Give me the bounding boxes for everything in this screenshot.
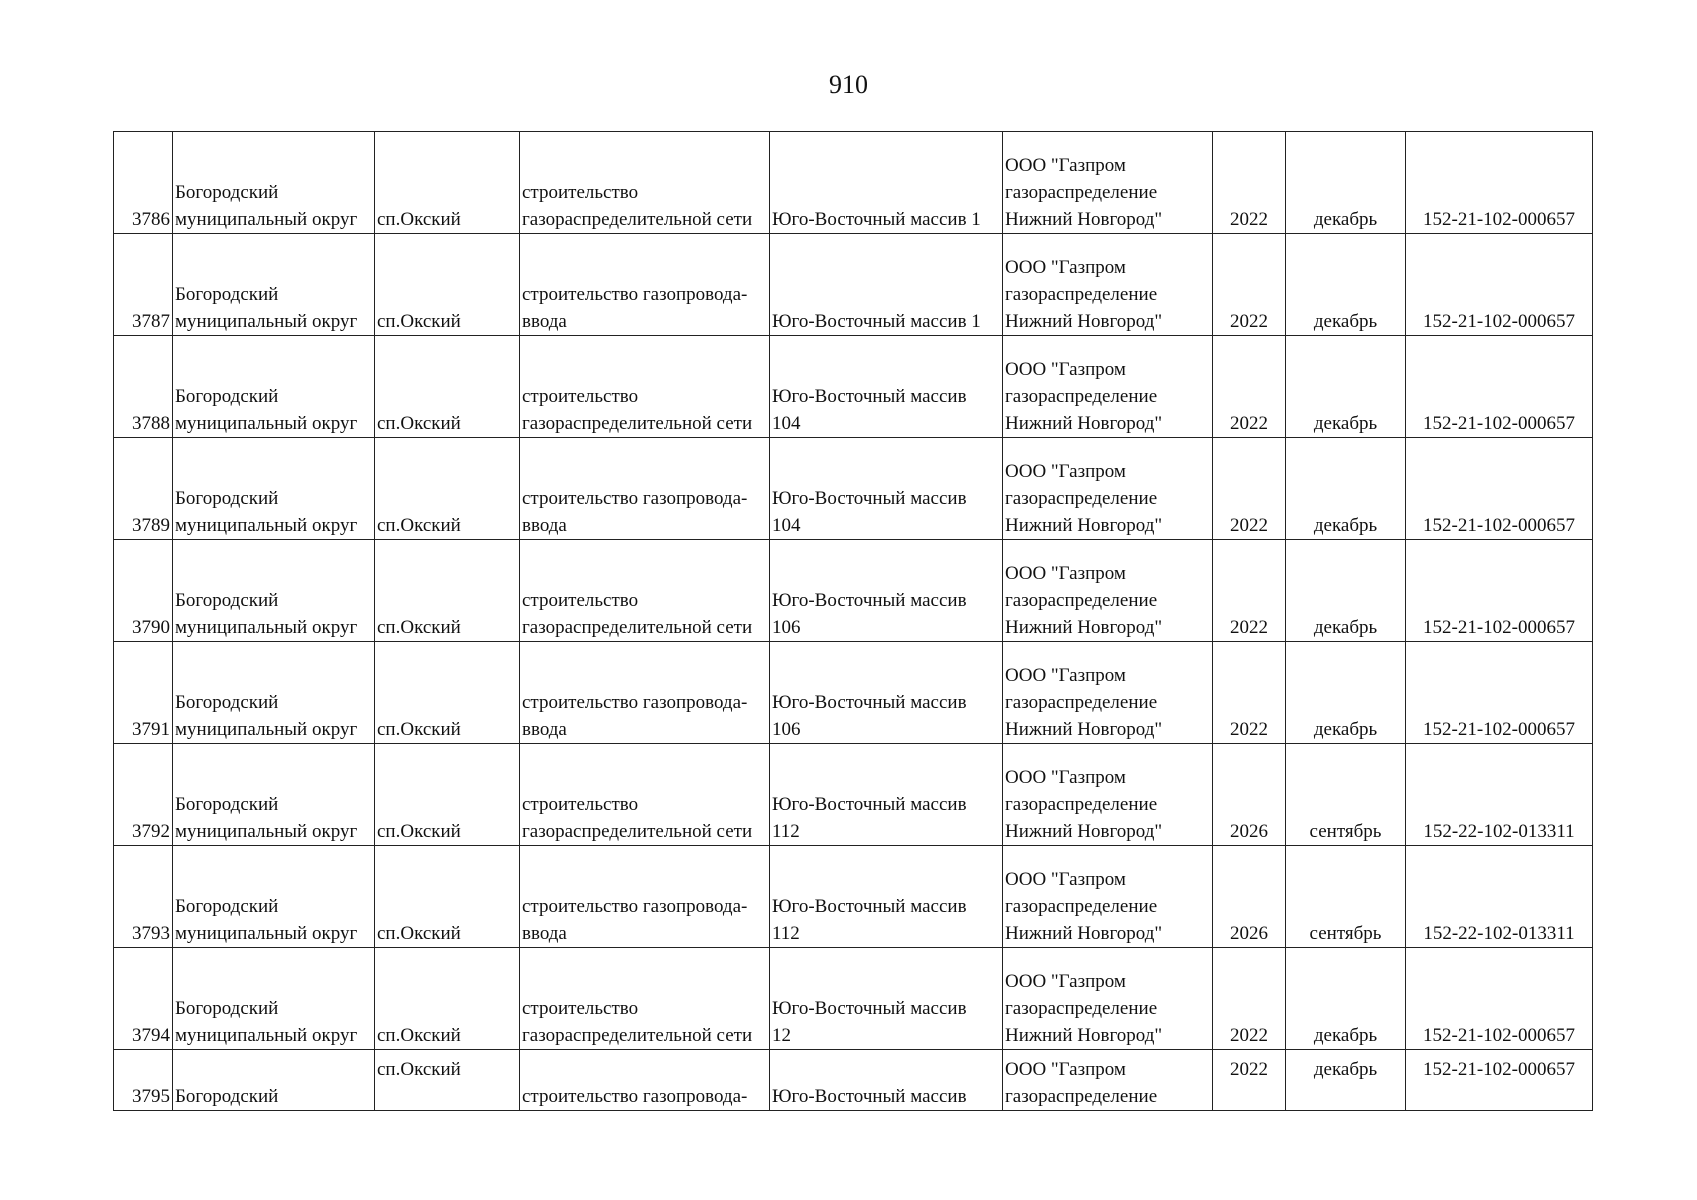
- code-cell: 152-21-102-000657: [1406, 234, 1593, 336]
- work-type-cell-line: газораспределительной сети: [522, 617, 753, 638]
- work-type-cell-line: газораспределительной сети: [522, 413, 753, 434]
- organization-cell-line: Нижний Новгород": [1005, 821, 1163, 842]
- work-type-cell-line: строительство газопровода-: [522, 284, 748, 305]
- organization-cell: [1003, 540, 1213, 642]
- row-number: 3793: [114, 846, 173, 948]
- organization-cell: [1003, 132, 1213, 234]
- district-cell-line: Богородский: [175, 794, 279, 815]
- district-cell: [173, 438, 375, 540]
- table-row: [114, 846, 1593, 948]
- address-cell: [770, 132, 1003, 234]
- table-row: [114, 132, 1593, 234]
- work-type-cell: [520, 438, 770, 540]
- work-type-cell-line: строительство: [522, 182, 639, 203]
- address-cell-line: Юго-Восточный массив: [772, 590, 967, 611]
- month-cell: декабрь: [1286, 438, 1406, 540]
- work-type-cell-line: ввода: [522, 311, 567, 332]
- table-row: [114, 1050, 1593, 1111]
- address-cell: [770, 642, 1003, 744]
- organization-cell-line: ООО "Газпром: [1005, 665, 1126, 686]
- work-type-cell-line: строительство газопровода-: [522, 896, 748, 917]
- work-type-cell: [520, 132, 770, 234]
- organization-cell: [1003, 846, 1213, 948]
- table-row: [114, 438, 1593, 540]
- month-cell: сентябрь: [1286, 846, 1406, 948]
- district-cell-line: муниципальный округ: [175, 923, 358, 944]
- gas-network-table: [113, 131, 1593, 1111]
- work-type-cell-line: ввода: [522, 923, 567, 944]
- organization-cell: [1003, 948, 1213, 1050]
- settlement-cell: сп.Окский: [375, 744, 520, 846]
- code-cell: 152-21-102-000657: [1406, 438, 1593, 540]
- work-type-cell-line: строительство: [522, 386, 639, 407]
- row-number: 3789: [114, 438, 173, 540]
- district-cell-line: Богородский: [175, 692, 279, 713]
- settlement-cell: сп.Окский: [375, 540, 520, 642]
- district-cell-line: муниципальный округ: [175, 413, 358, 434]
- organization-cell-line: газораспределение: [1005, 998, 1158, 1019]
- organization-cell-line: ООО "Газпром: [1005, 461, 1126, 482]
- work-type-cell-line: ввода: [522, 719, 567, 740]
- address-cell-line: 12: [772, 1025, 791, 1046]
- work-type-cell-line: ввода: [522, 515, 567, 536]
- district-cell: [173, 642, 375, 744]
- district-cell-line: муниципальный округ: [175, 719, 358, 740]
- code-cell: 152-21-102-000657: [1406, 948, 1593, 1050]
- work-type-cell-line: строительство: [522, 998, 639, 1019]
- organization-cell-line: Нижний Новгород": [1005, 923, 1163, 944]
- organization-cell: [1003, 336, 1213, 438]
- address-cell-line: 104: [772, 413, 801, 434]
- address-cell: [770, 438, 1003, 540]
- district-cell: [173, 1050, 375, 1111]
- table-row: [114, 744, 1593, 846]
- row-number: 3788: [114, 336, 173, 438]
- address-cell-line: 112: [772, 923, 800, 944]
- organization-cell-line: газораспределение: [1005, 590, 1158, 611]
- district-cell: [173, 540, 375, 642]
- organization-cell-line: газораспределение: [1005, 488, 1158, 509]
- code-cell: 152-21-102-000657: [1406, 132, 1593, 234]
- district-cell-line: муниципальный округ: [175, 617, 358, 638]
- work-type-cell-line: газораспределительной сети: [522, 1025, 753, 1046]
- table-row: [114, 234, 1593, 336]
- district-cell-line: Богородский: [175, 284, 279, 305]
- table-row: [114, 336, 1593, 438]
- organization-cell-line: ООО "Газпром: [1005, 257, 1126, 278]
- address-cell: [770, 744, 1003, 846]
- month-cell: сентябрь: [1286, 744, 1406, 846]
- work-type-cell: [520, 540, 770, 642]
- address-cell-line: Юго-Восточный массив 1: [772, 209, 981, 230]
- address-cell-line: Юго-Восточный массив: [772, 386, 967, 407]
- address-cell-line: Юго-Восточный массив: [772, 896, 967, 917]
- year-cell: 2022: [1213, 1050, 1286, 1111]
- district-cell: [173, 948, 375, 1050]
- work-type-cell-line: строительство газопровода-: [522, 1086, 748, 1107]
- organization-cell-line: Нижний Новгород": [1005, 311, 1163, 332]
- organization-cell-line: газораспределение: [1005, 386, 1158, 407]
- work-type-cell-line: строительство: [522, 794, 639, 815]
- district-cell-line: Богородский: [175, 590, 279, 611]
- address-cell-line: Юго-Восточный массив 1: [772, 311, 981, 332]
- district-cell-line: Богородский: [175, 488, 279, 509]
- district-cell-line: муниципальный округ: [175, 515, 358, 536]
- code-cell: 152-21-102-000657: [1406, 642, 1593, 744]
- organization-cell-line: Нижний Новгород": [1005, 617, 1163, 638]
- organization-cell-line: ООО "Газпром: [1005, 971, 1126, 992]
- district-cell-line: Богородский: [175, 1086, 279, 1107]
- settlement-cell: сп.Окский: [375, 846, 520, 948]
- address-cell: [770, 1050, 1003, 1111]
- organization-cell: [1003, 438, 1213, 540]
- settlement-cell: сп.Окский: [375, 336, 520, 438]
- settlement-cell: сп.Окский: [375, 948, 520, 1050]
- work-type-cell: [520, 1050, 770, 1111]
- address-cell-line: 106: [772, 617, 801, 638]
- work-type-cell: [520, 846, 770, 948]
- month-cell: декабрь: [1286, 642, 1406, 744]
- year-cell: 2022: [1213, 540, 1286, 642]
- organization-cell-line: ООО "Газпром: [1005, 767, 1126, 788]
- organization-cell-line: Нижний Новгород": [1005, 515, 1163, 536]
- year-cell: 2026: [1213, 744, 1286, 846]
- district-cell-line: Богородский: [175, 386, 279, 407]
- organization-cell-line: газораспределение: [1005, 692, 1158, 713]
- month-cell: декабрь: [1286, 948, 1406, 1050]
- page-number: 910: [829, 70, 868, 99]
- month-cell: декабрь: [1286, 540, 1406, 642]
- organization-cell-line: ООО "Газпром: [1005, 1059, 1126, 1080]
- row-number: 3786: [114, 132, 173, 234]
- settlement-cell: сп.Окский: [375, 1050, 520, 1111]
- table-row: [114, 948, 1593, 1050]
- settlement-cell: сп.Окский: [375, 438, 520, 540]
- month-cell: декабрь: [1286, 132, 1406, 234]
- address-cell-line: 104: [772, 515, 801, 536]
- address-cell: [770, 540, 1003, 642]
- year-cell: 2022: [1213, 438, 1286, 540]
- row-number: 3790: [114, 540, 173, 642]
- organization-cell-line: Нижний Новгород": [1005, 209, 1163, 230]
- address-cell-line: 112: [772, 821, 800, 842]
- settlement-cell: сп.Окский: [375, 234, 520, 336]
- district-cell: [173, 744, 375, 846]
- address-cell-line: Юго-Восточный массив: [772, 692, 967, 713]
- work-type-cell: [520, 234, 770, 336]
- address-cell: [770, 336, 1003, 438]
- table-row: [114, 642, 1593, 744]
- organization-cell-line: Нижний Новгород": [1005, 413, 1163, 434]
- work-type-cell-line: строительство: [522, 590, 639, 611]
- year-cell: 2026: [1213, 846, 1286, 948]
- organization-cell-line: ООО "Газпром: [1005, 359, 1126, 380]
- code-cell: 152-21-102-000657: [1406, 540, 1593, 642]
- organization-cell-line: газораспределение: [1005, 284, 1158, 305]
- address-cell: [770, 948, 1003, 1050]
- year-cell: 2022: [1213, 948, 1286, 1050]
- table-row: [114, 540, 1593, 642]
- table-body: [114, 132, 1593, 1111]
- district-cell-line: муниципальный округ: [175, 209, 358, 230]
- row-number: 3794: [114, 948, 173, 1050]
- year-cell: 2022: [1213, 642, 1286, 744]
- row-number: 3795: [114, 1050, 173, 1111]
- organization-cell: [1003, 234, 1213, 336]
- month-cell: декабрь: [1286, 336, 1406, 438]
- address-cell: [770, 234, 1003, 336]
- district-cell: [173, 336, 375, 438]
- organization-cell: [1003, 642, 1213, 744]
- address-cell-line: Юго-Восточный массив: [772, 1086, 967, 1107]
- work-type-cell-line: строительство газопровода-: [522, 488, 748, 509]
- work-type-cell: [520, 948, 770, 1050]
- district-cell-line: муниципальный округ: [175, 821, 358, 842]
- organization-cell-line: газораспределение: [1005, 794, 1158, 815]
- work-type-cell: [520, 744, 770, 846]
- address-cell-line: Юго-Восточный массив: [772, 998, 967, 1019]
- work-type-cell-line: строительство газопровода-: [522, 692, 748, 713]
- month-cell: декабрь: [1286, 234, 1406, 336]
- district-cell: [173, 234, 375, 336]
- district-cell-line: Богородский: [175, 182, 279, 203]
- year-cell: 2022: [1213, 336, 1286, 438]
- organization-cell: [1003, 744, 1213, 846]
- district-cell-line: муниципальный округ: [175, 311, 358, 332]
- year-cell: 2022: [1213, 234, 1286, 336]
- district-cell: [173, 132, 375, 234]
- organization-cell-line: Нижний Новгород": [1005, 719, 1163, 740]
- address-cell-line: 106: [772, 719, 801, 740]
- row-number: 3787: [114, 234, 173, 336]
- month-cell: декабрь: [1286, 1050, 1406, 1111]
- code-cell: 152-21-102-000657: [1406, 336, 1593, 438]
- code-cell: 152-21-102-000657: [1406, 1050, 1593, 1111]
- district-cell: [173, 846, 375, 948]
- organization-cell-line: ООО "Газпром: [1005, 563, 1126, 584]
- work-type-cell-line: газораспределительной сети: [522, 821, 753, 842]
- address-cell: [770, 846, 1003, 948]
- district-cell-line: муниципальный округ: [175, 1025, 358, 1046]
- work-type-cell: [520, 642, 770, 744]
- work-type-cell: [520, 336, 770, 438]
- work-type-cell-line: газораспределительной сети: [522, 209, 753, 230]
- address-cell-line: Юго-Восточный массив: [772, 794, 967, 815]
- code-cell: 152-22-102-013311: [1406, 744, 1593, 846]
- row-number: 3791: [114, 642, 173, 744]
- organization-cell: [1003, 1050, 1213, 1111]
- district-cell-line: Богородский: [175, 998, 279, 1019]
- district-cell-line: Богородский: [175, 896, 279, 917]
- row-number: 3792: [114, 744, 173, 846]
- code-cell: 152-22-102-013311: [1406, 846, 1593, 948]
- organization-cell-line: Нижний Новгород": [1005, 1025, 1163, 1046]
- organization-cell-line: ООО "Газпром: [1005, 869, 1126, 890]
- organization-cell-line: газораспределение: [1005, 1086, 1158, 1107]
- address-cell-line: Юго-Восточный массив: [772, 488, 967, 509]
- settlement-cell: сп.Окский: [375, 132, 520, 234]
- organization-cell-line: газораспределение: [1005, 182, 1158, 203]
- organization-cell-line: ООО "Газпром: [1005, 155, 1126, 176]
- organization-cell-line: газораспределение: [1005, 896, 1158, 917]
- year-cell: 2022: [1213, 132, 1286, 234]
- settlement-cell: сп.Окский: [375, 642, 520, 744]
